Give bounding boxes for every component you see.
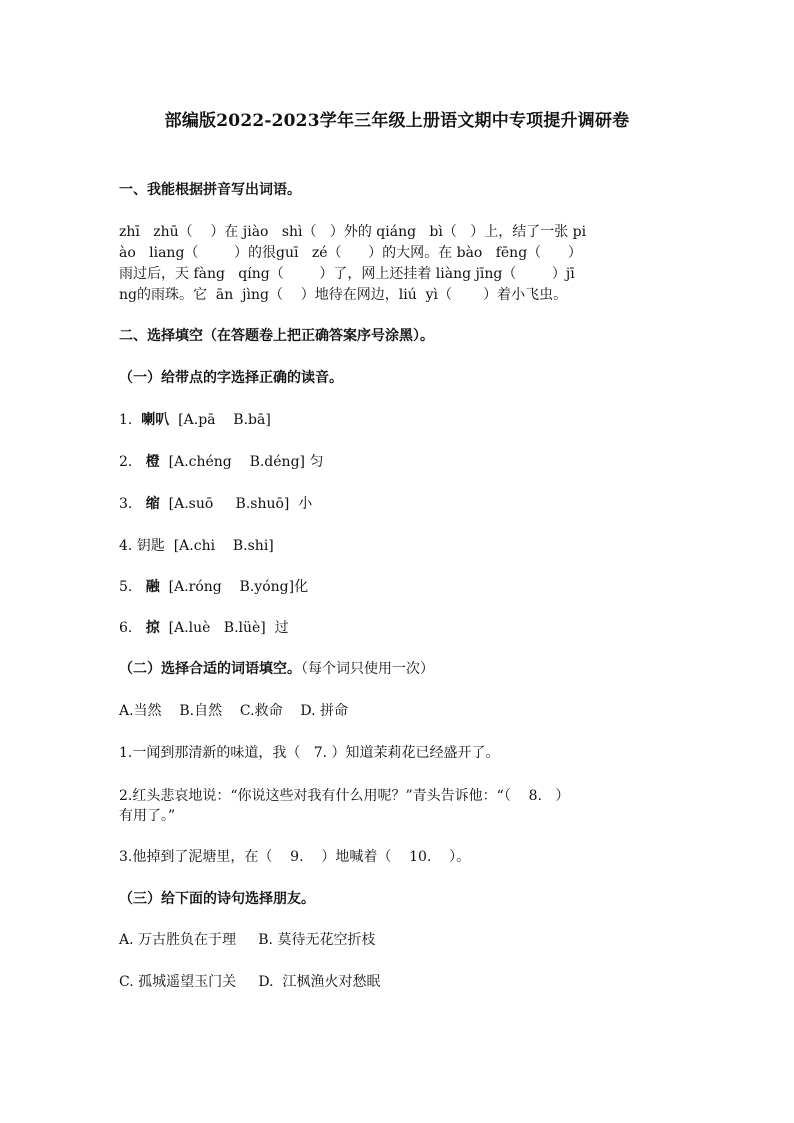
item-options: [A.suō B.shuō] [168,496,290,512]
poem-options-row-2: C. 孤城遥望玉门关 D. 江枫渔火对愁眠 [119,974,381,990]
list-item [119,452,323,472]
item-suffix: 化 [294,579,309,595]
item-suffix: 小 [298,496,313,512]
item-number: 1. [119,412,133,428]
list-item [119,410,275,430]
part2-heading-row [119,659,434,679]
item-word: 喇叭 [141,412,170,428]
fill-question-1: 1.一闻到那清新的味道，我（ 7. ）知道茉莉花已经盛开了。 [119,745,500,761]
fill-question-3: 3.他掉到了泥塘里，在（ 9. ）地喊着（ 10. ）。 [119,849,471,865]
poem-options-row-1: A. 万古胜负在于理 B. 莫待无花空折枝 [119,932,376,948]
item-word: 掠 [145,620,160,636]
fill-question-2-line-2: 有用了。” [119,808,176,824]
item-suffix: 过 [274,620,289,636]
fill-question-2-line-1: 2.红头悲哀地说：“你说这些对我有什么用呢？”青头告诉他：“（ 8. ） [119,788,570,804]
item-number: 6. [119,620,133,636]
pinyin-line-4: ng的雨珠。它 ān jìng（ ）地待在网边，liú yì（ ）着小飞虫。 [119,287,568,303]
word-options: A.当然 B.自然 C.救命 D. 拼命 [119,703,348,719]
item-options: [A.luè B.lüè] [168,620,266,636]
pinyin-line-1: zhī zhū（ ）在 jiào shì（ ）外的 qiáng bì（ ）上，结了一张 pi [119,224,587,240]
pinyin-line-3: 雨过后，天 fàng qíng（ ）了，网上还挂着 liàng jīng（ ）jī [119,266,575,282]
list-item [119,577,308,597]
pinyin-line-2: ào liang（ ）的很guī zé（ ）的大网。在 bào fēng（ ） [119,245,582,261]
item-options: [A.chéng B.déng] [168,454,305,470]
section2-heading: 二、选择填空（在答题卷上把正确答案序号涂黑）。 [119,328,434,344]
item-options: [A.chi B.shi] [173,538,274,554]
list-item [119,536,274,556]
part3-heading: （三）给下面的诗句选择朋友。 [119,891,315,907]
item-number: 5. [119,579,133,595]
section1-heading: 一、我能根据拼音写出词语。 [119,182,301,198]
part2-heading: （二）选择合适的词语填空。 [119,661,301,677]
item-number: 2. [119,454,133,470]
page-title: 部编版2022-2023学年三年级上册语文期中专项提升调研卷 [164,111,630,131]
item-word: 缩 [145,496,160,512]
item-number: 4. [119,538,133,554]
list-item [119,494,312,514]
item-word: 钥匙 [136,538,165,554]
list-item [119,618,289,638]
part2-note: （每个词只使用一次） [301,661,434,677]
part1-heading: （一）给带点的字选择正确的读音。 [119,370,343,386]
item-options: [A.pā B.bā] [178,412,271,428]
item-word: 橙 [145,454,160,470]
item-suffix: 匀 [309,454,324,470]
item-options: [A.róng B.yóng] [168,579,295,595]
item-word: 融 [145,579,160,595]
item-number: 3. [119,496,133,512]
